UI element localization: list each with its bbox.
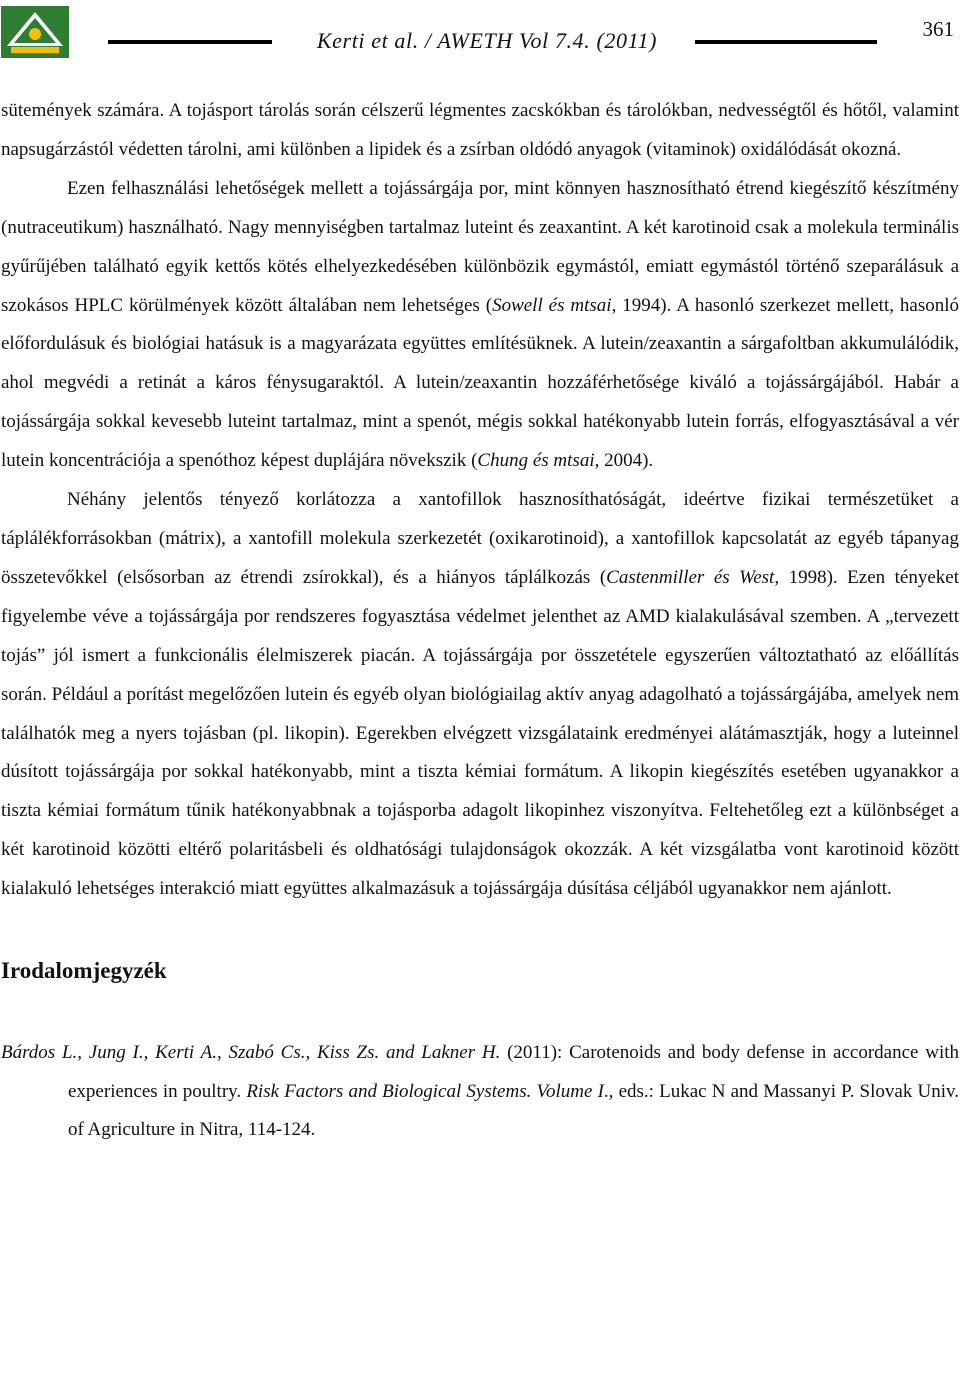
page-number: 361 <box>922 17 954 41</box>
reference-list <box>1 1034 959 1150</box>
paragraph <box>1 481 959 909</box>
header-rule-right <box>695 40 877 44</box>
paragraph-text: , 2004). <box>594 450 654 472</box>
journal-logo <box>1 6 69 58</box>
reference-text: ., eds.: Lukac N and Massanyi P. Slovak Univ. of Agriculture in Nitra, 114-124. <box>68 1080 959 1141</box>
citation-authors: Castenmiller és West <box>606 566 775 588</box>
reference-source: Risk Factors and Biological Systems. Volume I <box>246 1080 604 1102</box>
reference-text: (2011): Carotenoids and body defense in accordance with experiences in poultry. <box>68 1042 959 1102</box>
paragraph-text: , 1998). Ezen tényeket figyelembe véve a tojássárgája por rendszeres fogyasztása védelmet jelenthet az AMD kialakulásával szemben. A „tervezett tojás” jól ismert a funkcionális élelmiszerek piacán. A tojássárgája por összetétele egyszerűen változtatható az előállítás során. Például a porítást megelőzően lutein és egyéb olyan biológiailag aktív anyag adagolható a tojássárgájába, amelyek nem találhatók meg a nyers tojásban (pl. likopin). Egerekben elvégzett vizsgálataink eredményei alátámasztják, hogy a luteinnel dúsított tojássárgája por sokkal hatékonyabb, mint a tiszta kémiai formátum. A likopin kiegészítés esetében ugyanakkor a tiszta kémiai formátum tűnik hatékonyabbnak a tojásporba adagolt likopinhez viszonyítva. Feltehetőleg ezt a különbséget a két karotinoid közötti eltérő polaritásbeli és oldhatósági tulajdonságok okozzák. A két vizsgálatba vont karotinoid között kialakuló lehetséges interakció miatt együttes alkalmazásuk a tojássárgája dúsítása céljából ugyanakkor nem ajánlott. <box>1 566 959 900</box>
header-rule-left <box>108 40 272 44</box>
paragraph-text: Néhány jelentős tényező korlátozza a xantofillok hasznosíthatóságát, ideértve fizikai természetüket a táplálékforrásokban (mátrix), a xantofill molekula szerkezetét (oxikarotinoid), a xantofillok kapcsolatát az egyéb tápanyag összetevőkkel (elsősorban az étrendi zsírokkal), és a hiányos táplálkozás ( <box>1 489 959 588</box>
reference-authors: Bárdos L., Jung I., Kerti A., Szabó Cs., Kiss Zs. and Lakner H. <box>1 1042 501 1064</box>
citation-authors: Sowell és mtsai <box>492 294 612 316</box>
paragraph: sütemények számára. A tojásport tárolás során célszerű légmentes zacskókban és tárolókban, nedvességtől és hőtől, valamint napsugárzástól védetten tárolni, ami különben a lipidek és a zsírban oldódó anyagok (vitaminok) oxidálódását okozná. <box>1 100 959 160</box>
page-header <box>0 0 960 62</box>
citation-authors: Chung és mtsai <box>477 450 595 472</box>
article-body <box>1 92 959 1150</box>
paragraph-text: , 1994). A hasonló szerkezet mellett, hasonló előfordulásuk és biológiai hatásuk is a magyarázata együttes említésüknek. A lutein/zeaxantin a sárgafoltban akkumulálódik, ahol megvédi a retinát a káros fénysugaraktól. A lutein/zeaxantin hozzáférhetősége kiváló a tojássárgájából. Habár a tojássárgája sokkal kevesebb luteint tartalmaz, mint a spenót, mégis sokkal hatékonyabb lutein forrás, elfogyasztásával a vér lutein koncentrációja a spenóthoz képest duplájára növekszik ( <box>1 294 960 472</box>
logo-graphic <box>1 6 69 58</box>
paragraph <box>1 170 959 481</box>
paragraph-text: Ezen felhasználási lehetőségek mellett a tojássárgája por, mint könnyen hasznosítható étrend kiegészítő készítmény (nutraceutikum) használható. Nagy mennyiségben tartalmaz luteint és zeaxantint. A két karotinoid csak a molekula terminális gyűrűjében található egyik kettős kötés elhelyezkedésében különbözik egymástól, emiatt egymástól történő szeparálásuk a szokásos HPLC körülmények között általában nem lehetséges ( <box>1 177 959 316</box>
section-heading: Irodalomjegyzék <box>1 958 167 984</box>
running-header: Kerti et al. / AWETH Vol 7.4. (2011) <box>316 28 658 53</box>
reference-item <box>1 1034 959 1150</box>
